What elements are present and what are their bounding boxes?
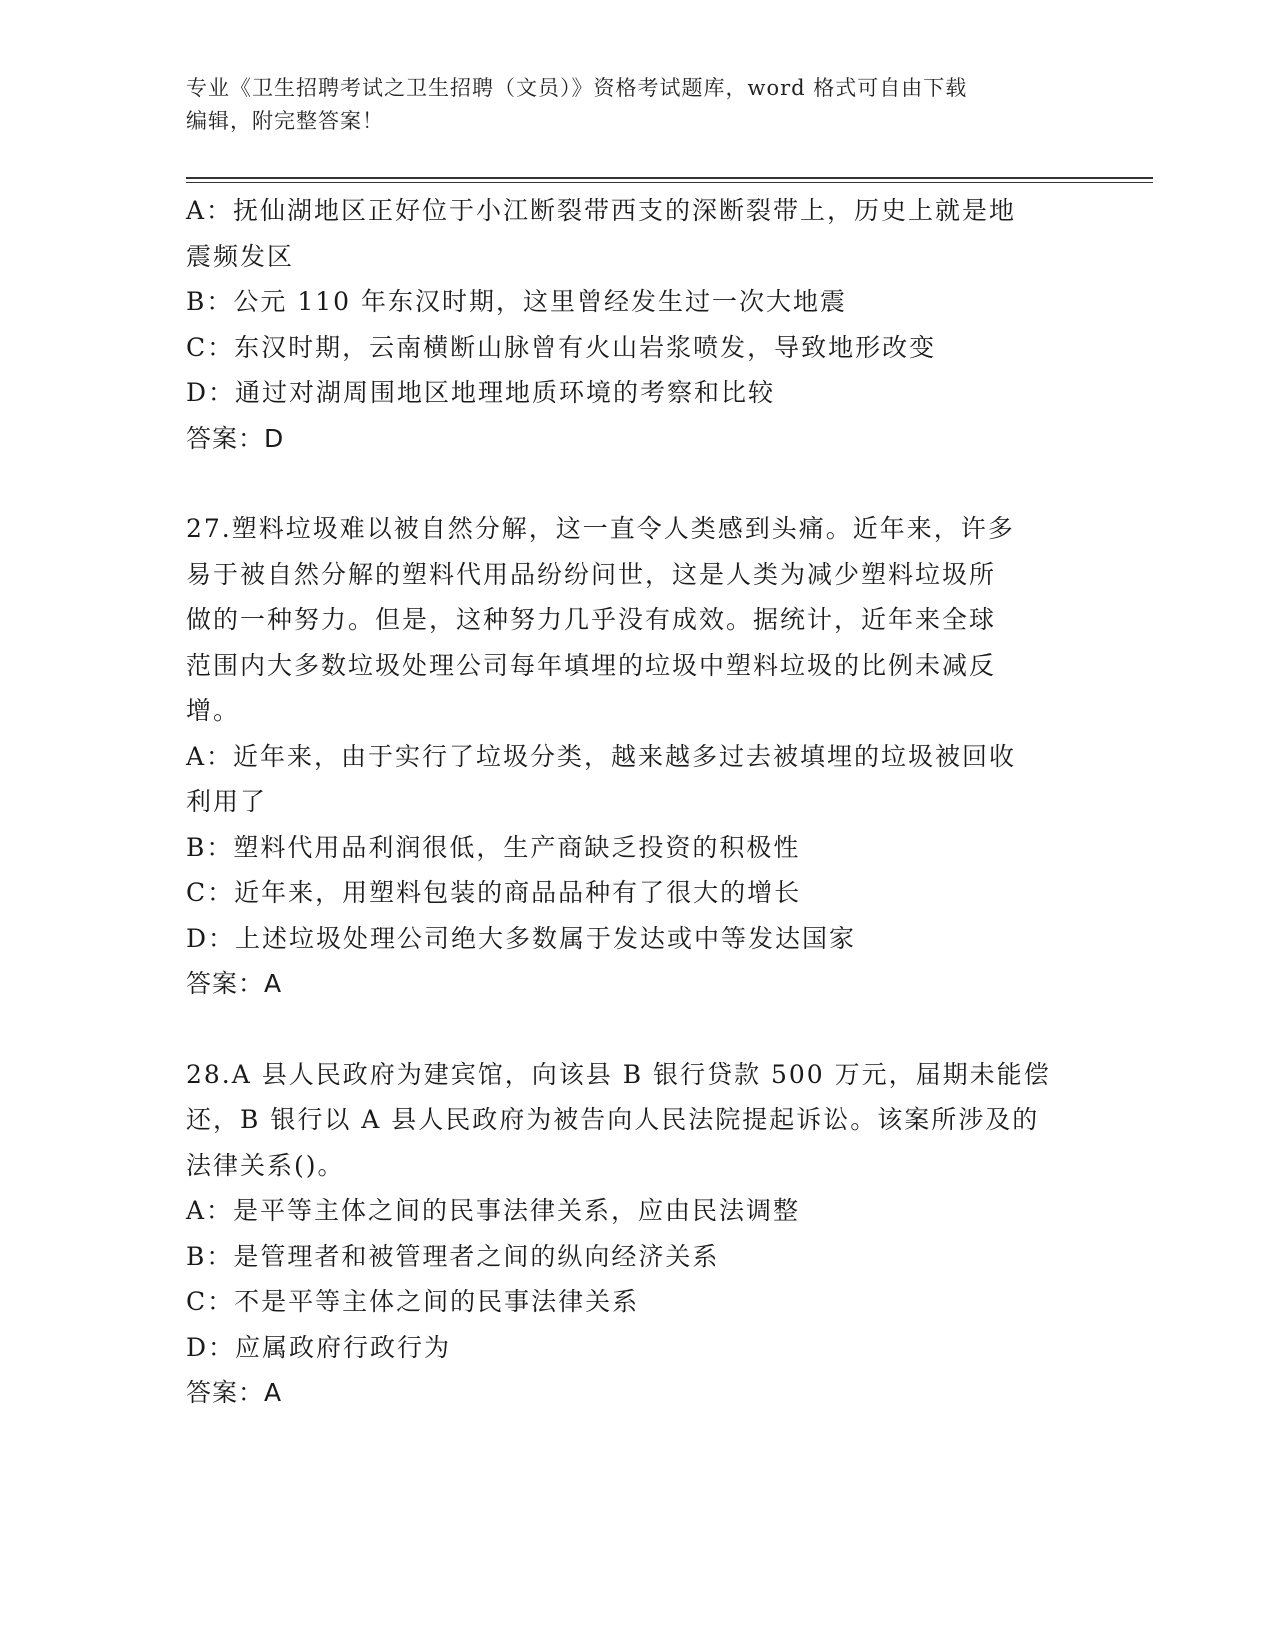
question-27 [186,506,1086,1007]
header-line-2: 编辑，附完整答案！ [186,109,384,133]
question-stem: 法律关系()。 [186,1150,345,1180]
option-d: D：应属政府行政行为 [186,1332,452,1362]
option-a-cont: 利用了 [186,787,268,816]
question-stem: 范围内大多数垃圾处理公司每年填埋的垃圾中塑料垃圾的比例未减反 [186,650,997,680]
question-stem: 做的一种努力。但是，这种努力几乎没有成效。据统计，近年来全球 [186,605,997,634]
option-b: B：公元 110 年东汉时期，这里曾经发生过一次大地震 [186,287,847,316]
option-a: A：是平等主体之间的民事法律关系，应由民法调整 [186,1196,801,1225]
question-stem: 还，B 银行以 A 县人民政府为被告向人民法院提起诉讼。该案所涉及的 [186,1105,1040,1134]
spacer [186,1007,1086,1052]
question-28 [186,1052,1086,1416]
spacer [186,461,1086,506]
option-b: B：塑料代用品利润很低，生产商缺乏投资的积极性 [186,832,801,862]
question-stem: 易于被自然分解的塑料代用品纷纷问世，这是人类为减少塑料垃圾所 [186,559,997,589]
option-c: C：东汉时期，云南横断山脉曾有火山岩浆喷发，导致地形改变 [186,332,937,362]
header-divider-thin [186,182,1153,183]
document-body [186,188,1086,1416]
option-d: D：上述垃圾处理公司绝大多数属于发达或中等发达国家 [186,923,857,953]
page-header [186,72,1066,138]
answer-line: 答案：D [186,423,285,453]
question-26 [186,188,1086,461]
question-stem: 27.塑料垃圾难以被自然分解，这一直令人类感到头痛。近年来，许多 [186,514,1015,543]
answer-line: 答案：A [186,969,283,998]
answer-line: 答案：A [186,1378,283,1407]
header-divider [186,177,1153,179]
option-c: C：不是平等主体之间的民事法律关系 [186,1287,640,1316]
option-a-cont: 震频发区 [186,241,295,271]
option-a: A：抚仙湖地区正好位于小江断裂带西支的深断裂带上，历史上就是地 [186,196,1017,225]
question-stem: 增。 [186,696,241,725]
header-line-1: 专业《卫生招聘考试之卫生招聘（文员）》资格考试题库，word 格式可自由下载 [186,76,968,100]
option-b: B：是管理者和被管理者之间的纵向经济关系 [186,1241,720,1271]
option-a: A：近年来，由于实行了垃圾分类，越来越多过去被填埋的垃圾被回收 [186,741,1017,771]
option-c: C：近年来，用塑料包装的商品品种有了很大的增长 [186,878,802,907]
option-d: D：通过对湖周围地区地理地质环境的考察和比较 [186,378,776,407]
question-stem: 28.A 县人民政府为建宾馆，向该县 B 银行贷款 500 万元，届期未能偿 [186,1059,1051,1089]
